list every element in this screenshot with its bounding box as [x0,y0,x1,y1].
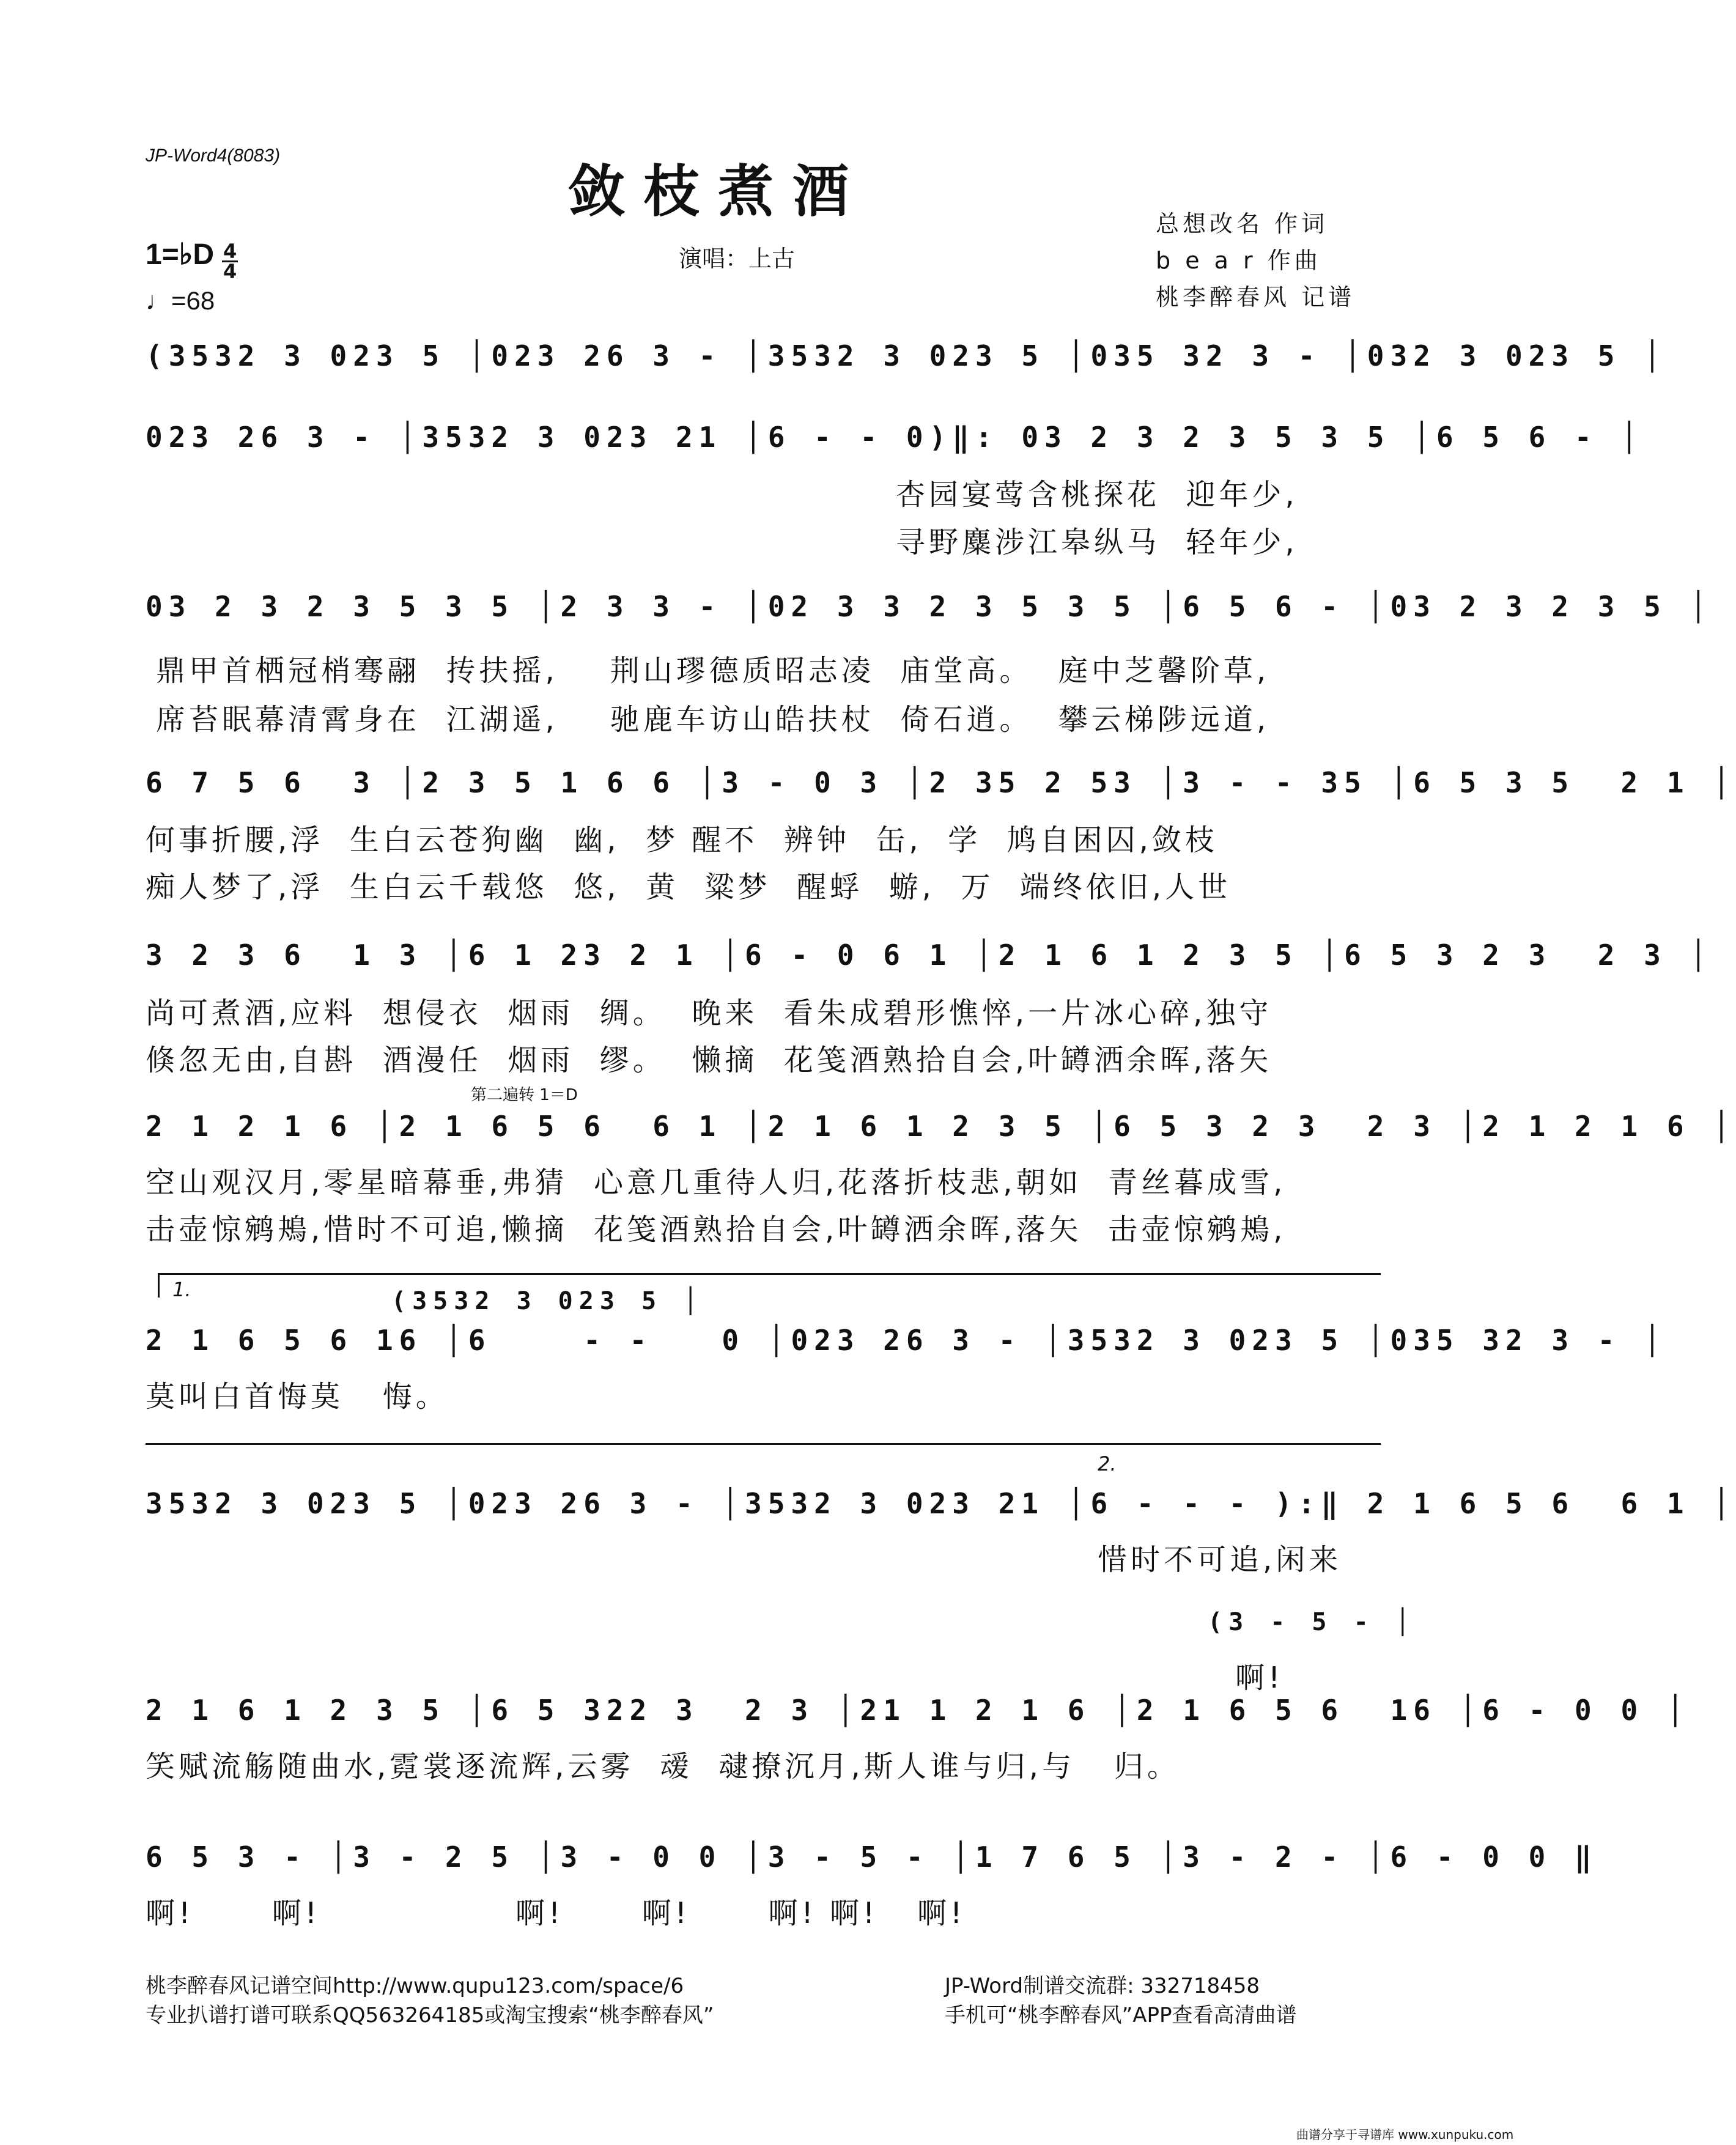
lyric-line-10-verse-1: 啊! 啊! 啊! 啊! 啊! 啊! 啊! [146,1896,966,1930]
lyric-line-7-verse-1: 莫叫白首悔莫 悔。 [146,1379,449,1414]
tempo-mark: ♩=68 [146,286,215,315]
transcriber-credit: 桃李醉春风 记谱 [1156,284,1356,311]
lyric-line-4-verse-2: 痴人梦了,浮 生白云千载悠 悠, 黄 粱梦 醒蜉 蝣, 万 端终依旧,人世 [146,870,1232,904]
score-line-5: 3 2 3 6 1 3 │6 1 23 2 1 │6 - 0 6 1 │2 1 6 1 2 3 5 │6 5 3 2 3 2 3 │ [146,939,1713,972]
score-line-6: 2 1 2 1 6 │2 1 6 5 6 6 1 │2 1 6 1 2 3 5 │6 5 3 2 3 2 3 │2 1 2 1 6 │ [146,1110,1736,1143]
system-8-top-rule [146,1443,1381,1445]
footer-left-line-1: 桃李醉春风记谱空间http://www.qupu123.com/space/6 [146,1974,684,1998]
key-signature [146,237,238,281]
score-line-10: 6 5 3 - │3 - 2 5 │3 - 0 0 │3 - 5 - │1 7 6 5 │3 - 2 - │6 - 0 0 ‖ [146,1840,1598,1874]
lyric-line-4-verse-1: 何事折腰,浮 生白云苍狗幽 幽, 梦 醒不 辨钟 缶, 学 鸠自困囚,敛枝 [146,823,1218,857]
lyric-line-8-verse-1: 惜时不可追,闲来 [1098,1543,1342,1577]
score-line-7-above: (3532 3 023 5 │ [391,1287,704,1315]
score-line-9-above: (3 - 5 - │ [1208,1608,1416,1636]
time-signature [222,242,238,281]
lyric-line-3-verse-1: 鼎甲首栖冠梢骞翮 抟扶摇, 荆山璆德质昭志凌 庙堂高。 庭中芝馨阶草, [156,654,1270,688]
lyric-line-2-verse-1: 杏园宴莺含桃探花 迎年少, [896,478,1298,512]
score-line-8: 3532 3 023 5 │023 26 3 - │3532 3 023 21 │6 - - - ):‖ 2 1 6 5 6 6 1 │ [146,1487,1736,1520]
lyric-line-6-verse-2: 击壶惊鹓鴂,惜时不可追,懒摘 花笺酒熟拾自会,叶罇洒余晖,落矢 击壶惊鹓鴂, [146,1213,1287,1247]
lyric-line-9-verse-1: 笑赋流觞随曲水,霓裳逐流辉,云雾 叆 叇撩沉月,斯人谁与归,与 归。 [146,1749,1180,1784]
volta-1-bracket-hook [158,1273,160,1298]
lyric-line-9-above: 啊! [1235,1661,1284,1695]
score-line-4: 6 7 5 6 3 │2 3 5 1 6 6 │3 - 0 3 │2 35 2 53 │3 - - 35 │6 5 3 5 2 1 │ [146,766,1736,799]
singer-label: 演唱：上古 [679,245,796,272]
key-change-annotation: 第二遍转 1＝D [471,1086,578,1104]
volta-2-label: 2. [1098,1452,1117,1475]
score-line-9: 2 1 6 1 2 3 5 │6 5 322 3 2 3 │21 1 2 1 6 │2 1 6 5 6 16 │6 - 0 0 │ [146,1694,1690,1727]
software-label: JP-Word4(8083) [146,146,281,166]
lyricist-credit: 总想改名 作词 [1156,210,1329,237]
footer-right-line-1: JP-Word制谱交流群: 332718458 [945,1974,1260,1998]
score-line-1: (3532 3 023 5 │023 26 3 - │3532 3 023 5 │035 32 3 - │032 3 023 5 │ [146,339,1667,372]
volta-1-bracket [158,1273,1381,1275]
time-bottom: 4 [223,260,237,283]
score-line-3: 03 2 3 2 3 5 3 5 │2 3 3 - │02 3 3 2 3 5 3 5 │6 5 6 - │03 2 3 2 3 5 │ [146,590,1713,623]
score-line-7: 2 1 6 5 6 16 │6 - - 0 │023 26 3 - │3532 3 023 5 │035 32 3 - │ [146,1324,1667,1357]
page-title: 敛枝煮酒 [569,158,868,224]
footer-left-line-2: 专业扒谱打谱可联系QQ563264185或淘宝搜索“桃李醉春风” [146,2003,714,2028]
volta-1-label: 1. [172,1278,191,1301]
score-line-2: 023 26 3 - │3532 3 023 21 │6 - - 0)‖: 03 2 3 2 3 5 3 5 │6 5 6 - │ [146,421,1644,454]
lyric-line-3-verse-2: 席苔眠幕清霄身在 江湖遥, 驰鹿车访山皓扶杖 倚石逍。 攀云梯陟远道, [156,703,1270,737]
key-label: 1=♭D [146,238,215,271]
watermark: 曲谱分享于寻谱库 www.xunpuku.com [1296,2127,1514,2142]
lyric-line-5-verse-2: 倏忽无由,自斟 酒漫任 烟雨 缪。 懒摘 花笺酒熟拾自会,叶罇洒余晖,落矢 [146,1043,1272,1077]
lyric-line-5-verse-1: 尚可煮酒,应料 想侵衣 烟雨 绸。 晚来 看朱成碧形憔悴,一片冰心碎,独守 [146,996,1272,1030]
time-top: 4 [223,240,237,263]
composer-credit: b e a r 作曲 [1156,247,1321,274]
lyric-line-2-verse-2: 寻野麋涉江皋纵马 轻年少, [896,525,1298,559]
lyric-line-6-verse-1: 空山观汉月,零星暗幕垂,弗猜 心意几重待人归,花落折枝悲,朝如 青丝暮成雪, [146,1165,1287,1200]
footer-right-line-2: 手机可“桃李醉春风”APP查看高清曲谱 [945,2003,1297,2028]
